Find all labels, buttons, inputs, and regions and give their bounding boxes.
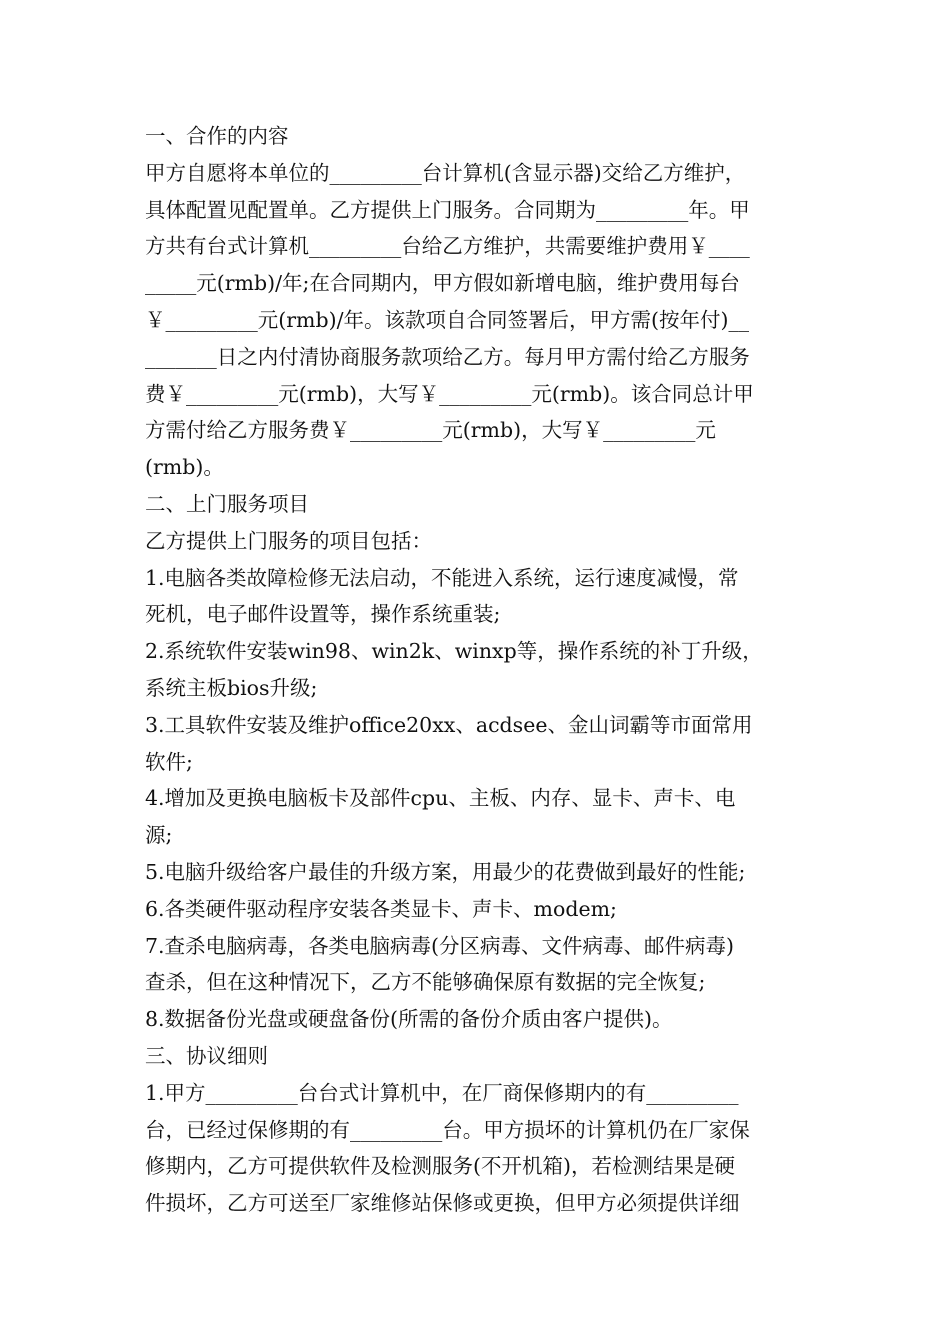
list-item-line: 2.系统软件安装win98、win2k、winxp等，操作系统的补丁升级， (145, 639, 763, 664)
list-item-line: 台，已经过保修期的有_________台。甲方损坏的计算机仍在厂家保 (145, 1117, 750, 1142)
list-item-line: 8.数据备份光盘或硬盘备份(所需的备份介质由客户提供)。 (145, 1007, 673, 1032)
document-body (145, 118, 815, 1222)
paragraph-line: (rmb)。 (145, 455, 224, 480)
paragraph-line: 甲方自愿将本单位的_________台计算机(含显示器)交给乙方维护， (145, 160, 746, 185)
section-heading-1: 一、合作的内容 (145, 124, 289, 148)
section-heading-3: 三、协议细则 (145, 1043, 268, 1068)
paragraph-line: 费￥_________元(rmb)，大写￥_________元(rmb)。该合同总计甲 (145, 381, 754, 406)
paragraph-line: ￥_________元(rmb)/年。该款项自合同签署后，甲方需(按年付)__ (145, 307, 750, 332)
list-item-line: 系统主板bios升级; (145, 675, 318, 700)
list-item-line: 源; (145, 823, 173, 848)
list-item-line: 1.电脑各类故障检修无法启动，不能进入系统，运行速度减慢，常 (145, 565, 739, 590)
list-item-line: 查杀，但在这种情况下，乙方不能够确保原有数据的完全恢复; (145, 970, 706, 995)
list-item-line: 5.电脑升级给客户最佳的升级方案，用最少的花费做到最好的性能; (145, 859, 746, 884)
paragraph-line: 方共有台式计算机_________台给乙方维护，共需要维护费用￥____ (145, 234, 750, 259)
list-item-line: 修期内，乙方可提供软件及检测服务(不开机箱)，若检测结果是硬 (145, 1154, 735, 1179)
list-item-line: 4.增加及更换电脑板卡及部件cpu、主板、内存、显卡、声卡、电 (145, 786, 736, 811)
section-heading-2: 二、上门服务项目 (145, 491, 309, 516)
paragraph-line: 方需付给乙方服务费￥_________元(rmb)，大写￥_________元 (145, 418, 716, 443)
paragraph-line: 具体配置见配置单。乙方提供上门服务。合同期为_________年。甲 (145, 197, 750, 222)
list-item-line: 死机，电子邮件设置等，操作系统重装; (145, 602, 501, 627)
paragraph-line: _____元(rmb)/年;在合同期内，甲方假如新增电脑，维护费用每台 (145, 271, 740, 296)
paragraph-line: _______日之内付清协商服务款项给乙方。每月甲方需付给乙方服务 (145, 344, 750, 369)
list-item-line: 6.各类硬件驱动程序安装各类显卡、声卡、modem; (145, 896, 617, 921)
paragraph-line: 乙方提供上门服务的项目包括： (145, 528, 432, 553)
list-item-line: 1.甲方_________台台式计算机中，在厂商保修期内的有_________ (145, 1080, 739, 1105)
list-item-line: 件损坏，乙方可送至厂家维修站保修或更换，但甲方必须提供详细 (145, 1191, 740, 1216)
list-item-line: 软件; (145, 749, 193, 774)
list-item-line: 7.查杀电脑病毒，各类电脑病毒(分区病毒、文件病毒、邮件病毒) (145, 933, 735, 958)
list-item-line: 3.工具软件安装及维护office20xx、acdsee、金山词霸等市面常用 (145, 712, 753, 737)
